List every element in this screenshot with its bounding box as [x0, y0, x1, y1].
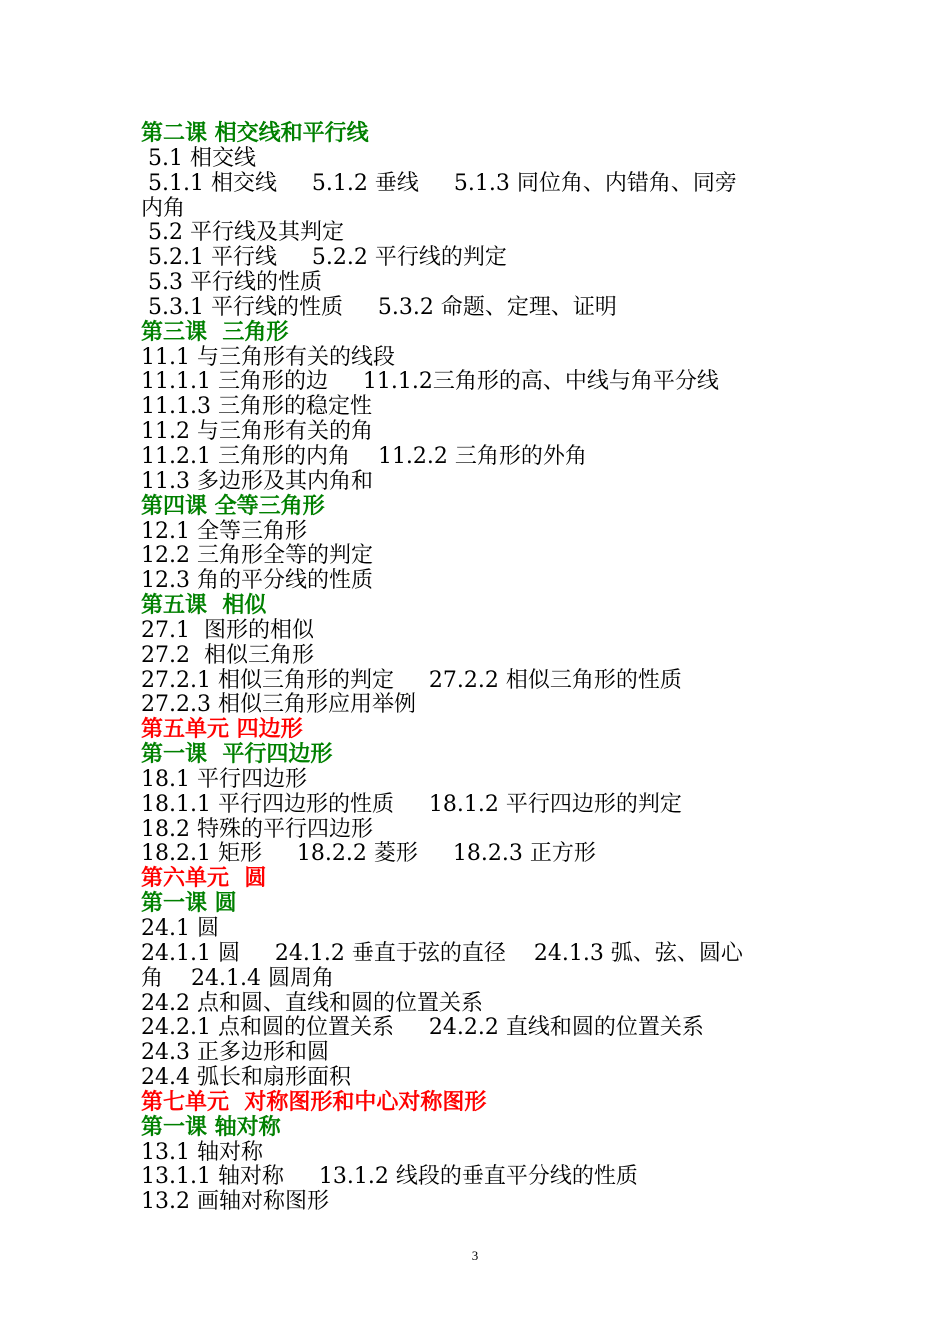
section-title: 27.2 相似三角形 [141, 642, 314, 668]
lesson-heading: 第一课 圆 [141, 891, 237, 917]
section-title: 11.1 与三角形有关的线段 [141, 344, 395, 370]
section-title: 11.3 多边形及其内角和 [141, 468, 373, 494]
lesson-heading: 第二课 相交线和平行线 [141, 121, 369, 146]
lesson-heading: 第三课 三角形 [141, 319, 289, 345]
section-title: 24.2 点和圆、直线和圆的位置关系 [141, 990, 483, 1016]
lesson-heading: 第五课 相似 [141, 593, 267, 619]
section-title: 5.3 平行线的性质 [141, 270, 322, 296]
unit-heading: 第五单元 四边形 [141, 717, 303, 743]
subsection-list: 5.1.1 相交线 5.1.2 垂线 5.1.3 同位角、内错角、同旁 [141, 170, 737, 196]
section-title: 27.1 图形的相似 [141, 617, 314, 643]
subsection-list: 11.2.1 三角形的内角 11.2.2 三角形的外角 [141, 443, 587, 469]
subsection-list: 18.2.1 矩形 18.2.2 菱形 18.2.3 正方形 [141, 841, 596, 867]
subsection-list: 27.2.3 相似三角形应用举例 [141, 692, 416, 718]
lesson-heading: 第四课 全等三角形 [141, 493, 325, 519]
subsection-list: 5.2.1 平行线 5.2.2 平行线的判定 [141, 245, 507, 271]
page-number: 3 [471, 1248, 479, 1263]
subsection-list: 27.2.1 相似三角形的判定 27.2.2 相似三角形的性质 [141, 667, 682, 693]
document-body [141, 122, 821, 1215]
subsection-list: 24.2.1 点和圆的位置关系 24.2.2 直线和圆的位置关系 [141, 1015, 704, 1041]
lesson-heading: 第一课 平行四边形 [141, 742, 333, 768]
section-title: 12.2 三角形全等的判定 [141, 543, 373, 569]
section-title: 5.1 相交线 [141, 145, 256, 171]
section-title: 11.2 与三角形有关的角 [141, 419, 373, 445]
unit-heading: 第七单元 对称图形和中心对称图形 [141, 1089, 487, 1115]
section-title: 24.4 弧长和扇形面积 [141, 1065, 351, 1091]
subsection-list-continued: 角 24.1.4 圆周角 [141, 965, 334, 991]
subsection-list: 18.1.1 平行四边形的性质 18.1.2 平行四边形的判定 [141, 791, 682, 817]
subsection-list: 11.1.1 三角形的边 11.1.2三角形的高、中线与角平分线 [141, 369, 719, 395]
section-title: 18.1 平行四边形 [141, 766, 307, 792]
subsection-list: 24.1.1 圆 24.1.2 垂直于弦的直径 24.1.3 弧、弦、圆心 [141, 940, 743, 966]
section-title: 13.1 轴对称 [141, 1139, 263, 1165]
section-title: 12.3 角的平分线的性质 [141, 568, 373, 594]
section-title: 18.2 特殊的平行四边形 [141, 816, 373, 842]
subsection-list: 5.3.1 平行线的性质 5.3.2 命题、定理、证明 [141, 294, 617, 320]
lesson-heading: 第一课 轴对称 [141, 1114, 281, 1140]
section-title: 12.1 全等三角形 [141, 518, 307, 544]
section-title: 5.2 平行线及其判定 [141, 220, 344, 246]
subsection-list-continued: 内角 [141, 195, 186, 221]
section-title: 24.1 圆 [141, 916, 219, 941]
section-title: 24.3 正多边形和圆 [141, 1040, 329, 1066]
subsection-list: 13.1.1 轴对称 13.1.2 线段的垂直平分线的性质 [141, 1164, 638, 1190]
subsection-list: 11.1.3 三角形的稳定性 [141, 394, 372, 420]
section-title: 13.2 画轴对称图形 [141, 1189, 329, 1215]
unit-heading: 第六单元 圆 [141, 866, 267, 892]
